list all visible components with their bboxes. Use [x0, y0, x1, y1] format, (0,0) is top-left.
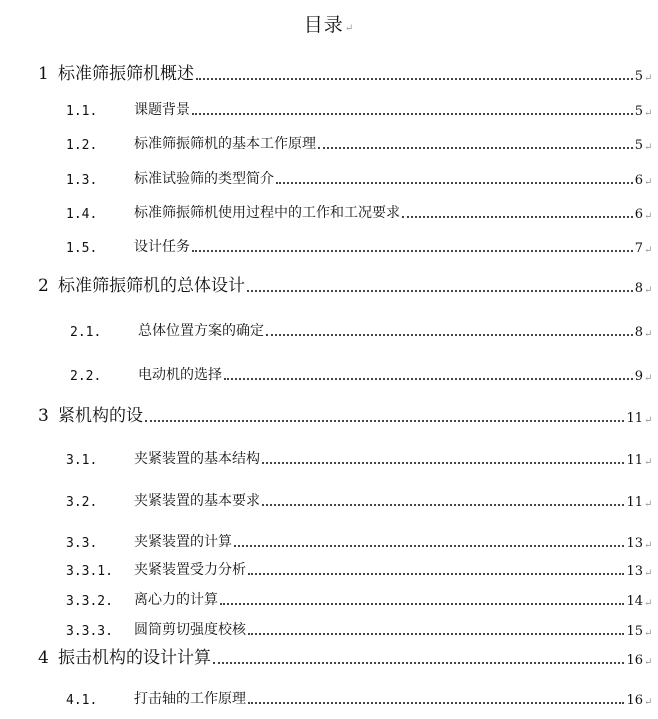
dot-leader: [145, 420, 624, 422]
paragraph-mark-icon: ↵: [644, 245, 653, 256]
toc-entry[interactable]: [0, 234, 658, 256]
toc-entry-page-number: 14: [626, 594, 643, 609]
toc-entry-page-number: 9: [634, 369, 643, 384]
toc-entry-page-number: 15: [626, 624, 643, 639]
toc-entry-number: 3: [38, 406, 49, 426]
toc-entry-number: 1.4.: [66, 207, 98, 222]
dot-leader: [234, 545, 624, 547]
toc-entry-label: 圆筒剪切强度校核: [134, 622, 246, 638]
paragraph-mark-icon: ↵: [644, 598, 653, 609]
dot-leader: [266, 334, 633, 336]
toc-title-text: 目录: [303, 14, 344, 36]
toc-entry-number: 3.1.: [66, 453, 98, 468]
dot-leader: [276, 182, 633, 184]
toc-entry[interactable]: [0, 97, 658, 119]
toc-entry-label: 标准筛振筛机的总体设计: [58, 276, 245, 296]
toc-entry-page-number: 8: [634, 281, 643, 296]
toc-entry[interactable]: [0, 274, 658, 296]
dot-leader: [192, 250, 633, 252]
toc-entry-number: 1: [38, 64, 49, 84]
toc-entry[interactable]: [0, 557, 658, 579]
dot-leader: [248, 573, 624, 575]
toc-entry[interactable]: [0, 686, 658, 708]
paragraph-mark-icon: ↵: [344, 23, 355, 34]
toc-entry-number: 4: [38, 648, 49, 668]
paragraph-mark-icon: ↵: [644, 657, 653, 668]
dot-leader: [224, 378, 633, 380]
toc-entry-page-number: 13: [626, 536, 643, 551]
paragraph-mark-icon: ↵: [644, 628, 653, 639]
toc-entry-number: 3.3.: [66, 536, 98, 551]
toc-entry-page-number: 6: [634, 207, 643, 222]
toc-entry-page-number: 13: [626, 564, 643, 579]
toc-entry-label: 紧机构的设: [58, 406, 143, 426]
dot-leader: [220, 603, 624, 605]
toc-entry-page-number: 11: [626, 453, 643, 468]
toc-entry-page-number: 11: [626, 495, 643, 510]
dot-leader: [213, 662, 624, 664]
toc-entry[interactable]: [0, 166, 658, 188]
paragraph-mark-icon: ↵: [644, 540, 653, 551]
paragraph-mark-icon: ↵: [644, 142, 653, 153]
toc-entry-label: 总体位置方案的确定: [138, 323, 264, 339]
toc-entry-number: 2.1.: [70, 325, 102, 340]
toc-entry-number: 1.2.: [66, 138, 98, 153]
toc-entry-label: 标准筛振筛机概述: [58, 64, 194, 84]
dot-leader: [248, 633, 624, 635]
paragraph-mark-icon: ↵: [644, 373, 653, 384]
toc-entry-number: 3.3.2.: [66, 594, 113, 609]
toc-entry-number: 1.1.: [66, 104, 98, 119]
toc-entry-page-number: 5: [634, 104, 643, 119]
toc-entry-number: 3.2.: [66, 495, 98, 510]
toc-entry[interactable]: [0, 200, 658, 222]
paragraph-mark-icon: ↵: [644, 329, 653, 340]
dot-leader: [196, 78, 633, 80]
toc-entry[interactable]: [0, 617, 658, 639]
toc-entry[interactable]: [0, 488, 658, 510]
paragraph-mark-icon: ↵: [644, 499, 653, 510]
toc-entry-page-number: 6: [634, 173, 643, 188]
paragraph-mark-icon: ↵: [644, 108, 653, 119]
toc-entry[interactable]: [0, 131, 658, 153]
toc-entry-label: 夹紧装置受力分析: [134, 562, 246, 578]
paragraph-mark-icon: ↵: [644, 457, 653, 468]
toc-entry-label: 标准试验筛的类型简介: [134, 171, 274, 187]
toc-entry-page-number: 7: [634, 241, 643, 256]
dot-leader: [262, 462, 624, 464]
toc-entry-label: 设计任务: [134, 239, 190, 255]
toc-entry-label: 离心力的计算: [134, 592, 218, 608]
dot-leader: [318, 147, 633, 149]
dot-leader: [247, 290, 633, 292]
toc-entry[interactable]: [0, 646, 658, 668]
toc-entry[interactable]: [0, 318, 658, 340]
toc-entry-label: 标准筛振筛机使用过程中的工作和工况要求: [134, 205, 400, 221]
toc-entry-number: 3.3.3.: [66, 624, 113, 639]
toc-entry-number: 1.3.: [66, 173, 98, 188]
toc-entry-number: 3.3.1.: [66, 564, 113, 579]
toc-entry-page-number: 16: [626, 693, 643, 708]
paragraph-mark-icon: ↵: [644, 73, 653, 84]
toc-entry-number: 2.2.: [70, 369, 102, 384]
toc-entry-number: 4.1.: [66, 693, 98, 708]
toc-title: [0, 10, 658, 37]
toc-entry-label: 课题背景: [134, 102, 190, 118]
toc-entry[interactable]: [0, 362, 658, 384]
dot-leader: [248, 702, 624, 704]
toc-entry-page-number: 16: [626, 653, 643, 668]
toc-entry-number: 2: [38, 276, 49, 296]
toc-entry[interactable]: [0, 587, 658, 609]
toc-entry[interactable]: [0, 446, 658, 468]
paragraph-mark-icon: ↵: [644, 697, 653, 708]
toc-entry-number: 1.5.: [66, 241, 98, 256]
toc-entry-page-number: 5: [634, 69, 643, 84]
toc-entry-label: 夹紧装置的基本结构: [134, 451, 260, 467]
toc-entry[interactable]: [0, 62, 658, 84]
paragraph-mark-icon: ↵: [644, 177, 653, 188]
toc-entry-label: 夹紧装置的计算: [134, 534, 232, 550]
toc-entry-label: 电动机的选择: [138, 367, 222, 383]
toc-entry-page-number: 8: [634, 325, 643, 340]
paragraph-mark-icon: ↵: [644, 285, 653, 296]
toc-entry[interactable]: [0, 529, 658, 551]
dot-leader: [262, 504, 624, 506]
toc-entry-page-number: 5: [634, 138, 643, 153]
dot-leader: [192, 113, 633, 115]
paragraph-mark-icon: ↵: [644, 415, 653, 426]
toc-entry-label: 标准筛振筛机的基本工作原理: [134, 136, 316, 152]
toc-entry-page-number: 11: [626, 411, 643, 426]
toc-entry-label: 振击机构的设计计算: [58, 648, 211, 668]
toc-entry-label: 夹紧装置的基本要求: [134, 493, 260, 509]
dot-leader: [402, 216, 633, 218]
toc-entry[interactable]: [0, 404, 658, 426]
toc-entry-label: 打击轴的工作原理: [134, 691, 246, 707]
paragraph-mark-icon: ↵: [644, 568, 653, 579]
paragraph-mark-icon: ↵: [644, 211, 653, 222]
